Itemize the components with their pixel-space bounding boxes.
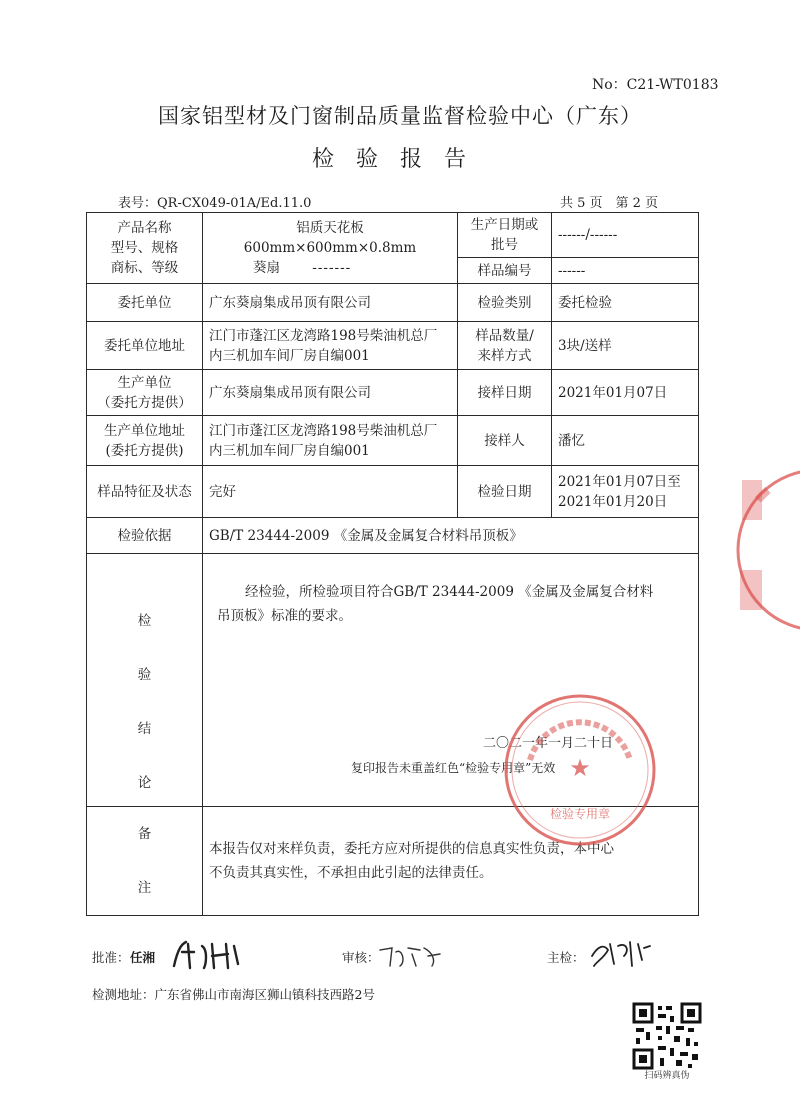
receiver-label: 接样人 [458, 416, 552, 466]
conclusion-text-line1: 经检验，所检验项目符合GB/T 23444-2009 《金属及金属复合材料 [245, 584, 654, 600]
sample-number-value: ------ [552, 258, 699, 284]
tester-signature [586, 936, 656, 970]
manufacturer-label: 生产单位 （委托方提供） [87, 370, 203, 416]
report-title: 检验报告 [311, 147, 488, 172]
center-name: 国家铝型材及门窗制品质量监督检验中心（广东） [158, 104, 642, 128]
inspection-type-label: 检验类别 [458, 284, 552, 322]
basis-value: GB/T 23444-2009 《金属及金属复合材料吊顶板》 [203, 518, 699, 554]
inspection-type-value: 委托检验 [552, 284, 699, 322]
sample-state-label: 样品特征及状态 [87, 466, 203, 518]
sample-number-label: 样品编号 [458, 258, 552, 284]
tester-label: 主检： [547, 950, 585, 965]
inspection-seal [500, 690, 660, 850]
report-number: No：C21-WT0183 [592, 77, 719, 93]
approver-label: 批准： [92, 950, 130, 965]
client-label: 委托单位 [87, 284, 203, 322]
sample-quantity-value: 3块/送样 [552, 322, 699, 370]
approver-signature [168, 938, 248, 972]
manufacturer-address-value: 江门市蓬江区龙湾路198号柴油机总厂 内三机加车间厂房自编001 [203, 416, 458, 466]
qr-code-icon[interactable] [632, 1002, 702, 1070]
sample-state-value: 完好 [203, 466, 458, 518]
reviewer-signature [376, 940, 446, 970]
test-address: 检测地址：广东省佛山市南海区狮山镇科技西路2号 [92, 987, 375, 1002]
remarks-line2: 不负责其真实性，不承担由此引起的法律责任。 [209, 865, 493, 881]
receive-date-value: 2021年01月07日 [552, 370, 699, 416]
remarks-label: 备 注 [87, 807, 203, 916]
production-date-label: 生产日期或 批号 [458, 213, 552, 258]
manufacturer-value: 广东葵扇集成吊顶有限公司 [203, 370, 458, 416]
edge-seal [728, 460, 800, 640]
client-address-label: 委托单位地址 [87, 322, 203, 370]
stamp-note: 复印报告未重盖红色“检验专用章”无效 [351, 761, 556, 775]
manufacturer-address-label: 生产单位地址 (委托方提供) [87, 416, 203, 466]
form-number: 表号：QR-CX049-01A/Ed.11.0 [118, 196, 312, 211]
conclusion-date: 二〇二一年一月二十日 [483, 736, 614, 751]
sample-quantity-label: 样品数量/ 来样方式 [458, 322, 552, 370]
reviewer-label: 审核： [342, 950, 380, 965]
client-value: 广东葵扇集成吊顶有限公司 [203, 284, 458, 322]
approver-name: 任湘 [130, 950, 156, 965]
qr-caption: 扫码辨真伪 [644, 1071, 690, 1081]
client-address-value: 江门市蓬江区龙湾路198号柴油机总厂 内三机加车间厂房自编001 [203, 322, 458, 370]
remarks-line1: 本报告仅对来样负责，委托方应对所提供的信息真实性负责，本中心 [209, 841, 614, 857]
svg-text:检验专用章: 检验专用章 [549, 807, 611, 821]
product-label: 产品名称 型号、规格 商标、等级 [87, 213, 203, 284]
conclusion-label: 检 验 结 论 [87, 554, 203, 807]
test-date-value: 2021年01月07日至 2021年01月20日 [552, 466, 699, 518]
product-value: 铝质天花板 600mm×600mm×0.8mm 葵扇 ------- [203, 213, 458, 284]
receive-date-label: 接样日期 [458, 370, 552, 416]
production-date-value: ------/------ [552, 213, 699, 258]
svg-text:★: ★ [569, 754, 591, 782]
test-date-label: 检验日期 [458, 466, 552, 518]
basis-label: 检验依据 [87, 518, 203, 554]
page-count: 共 5 页 第 2 页 [560, 196, 659, 211]
conclusion-text-line2: 吊顶板》标准的要求。 [217, 608, 352, 624]
receiver-value: 潘忆 [552, 416, 699, 466]
signature-row [92, 940, 712, 970]
